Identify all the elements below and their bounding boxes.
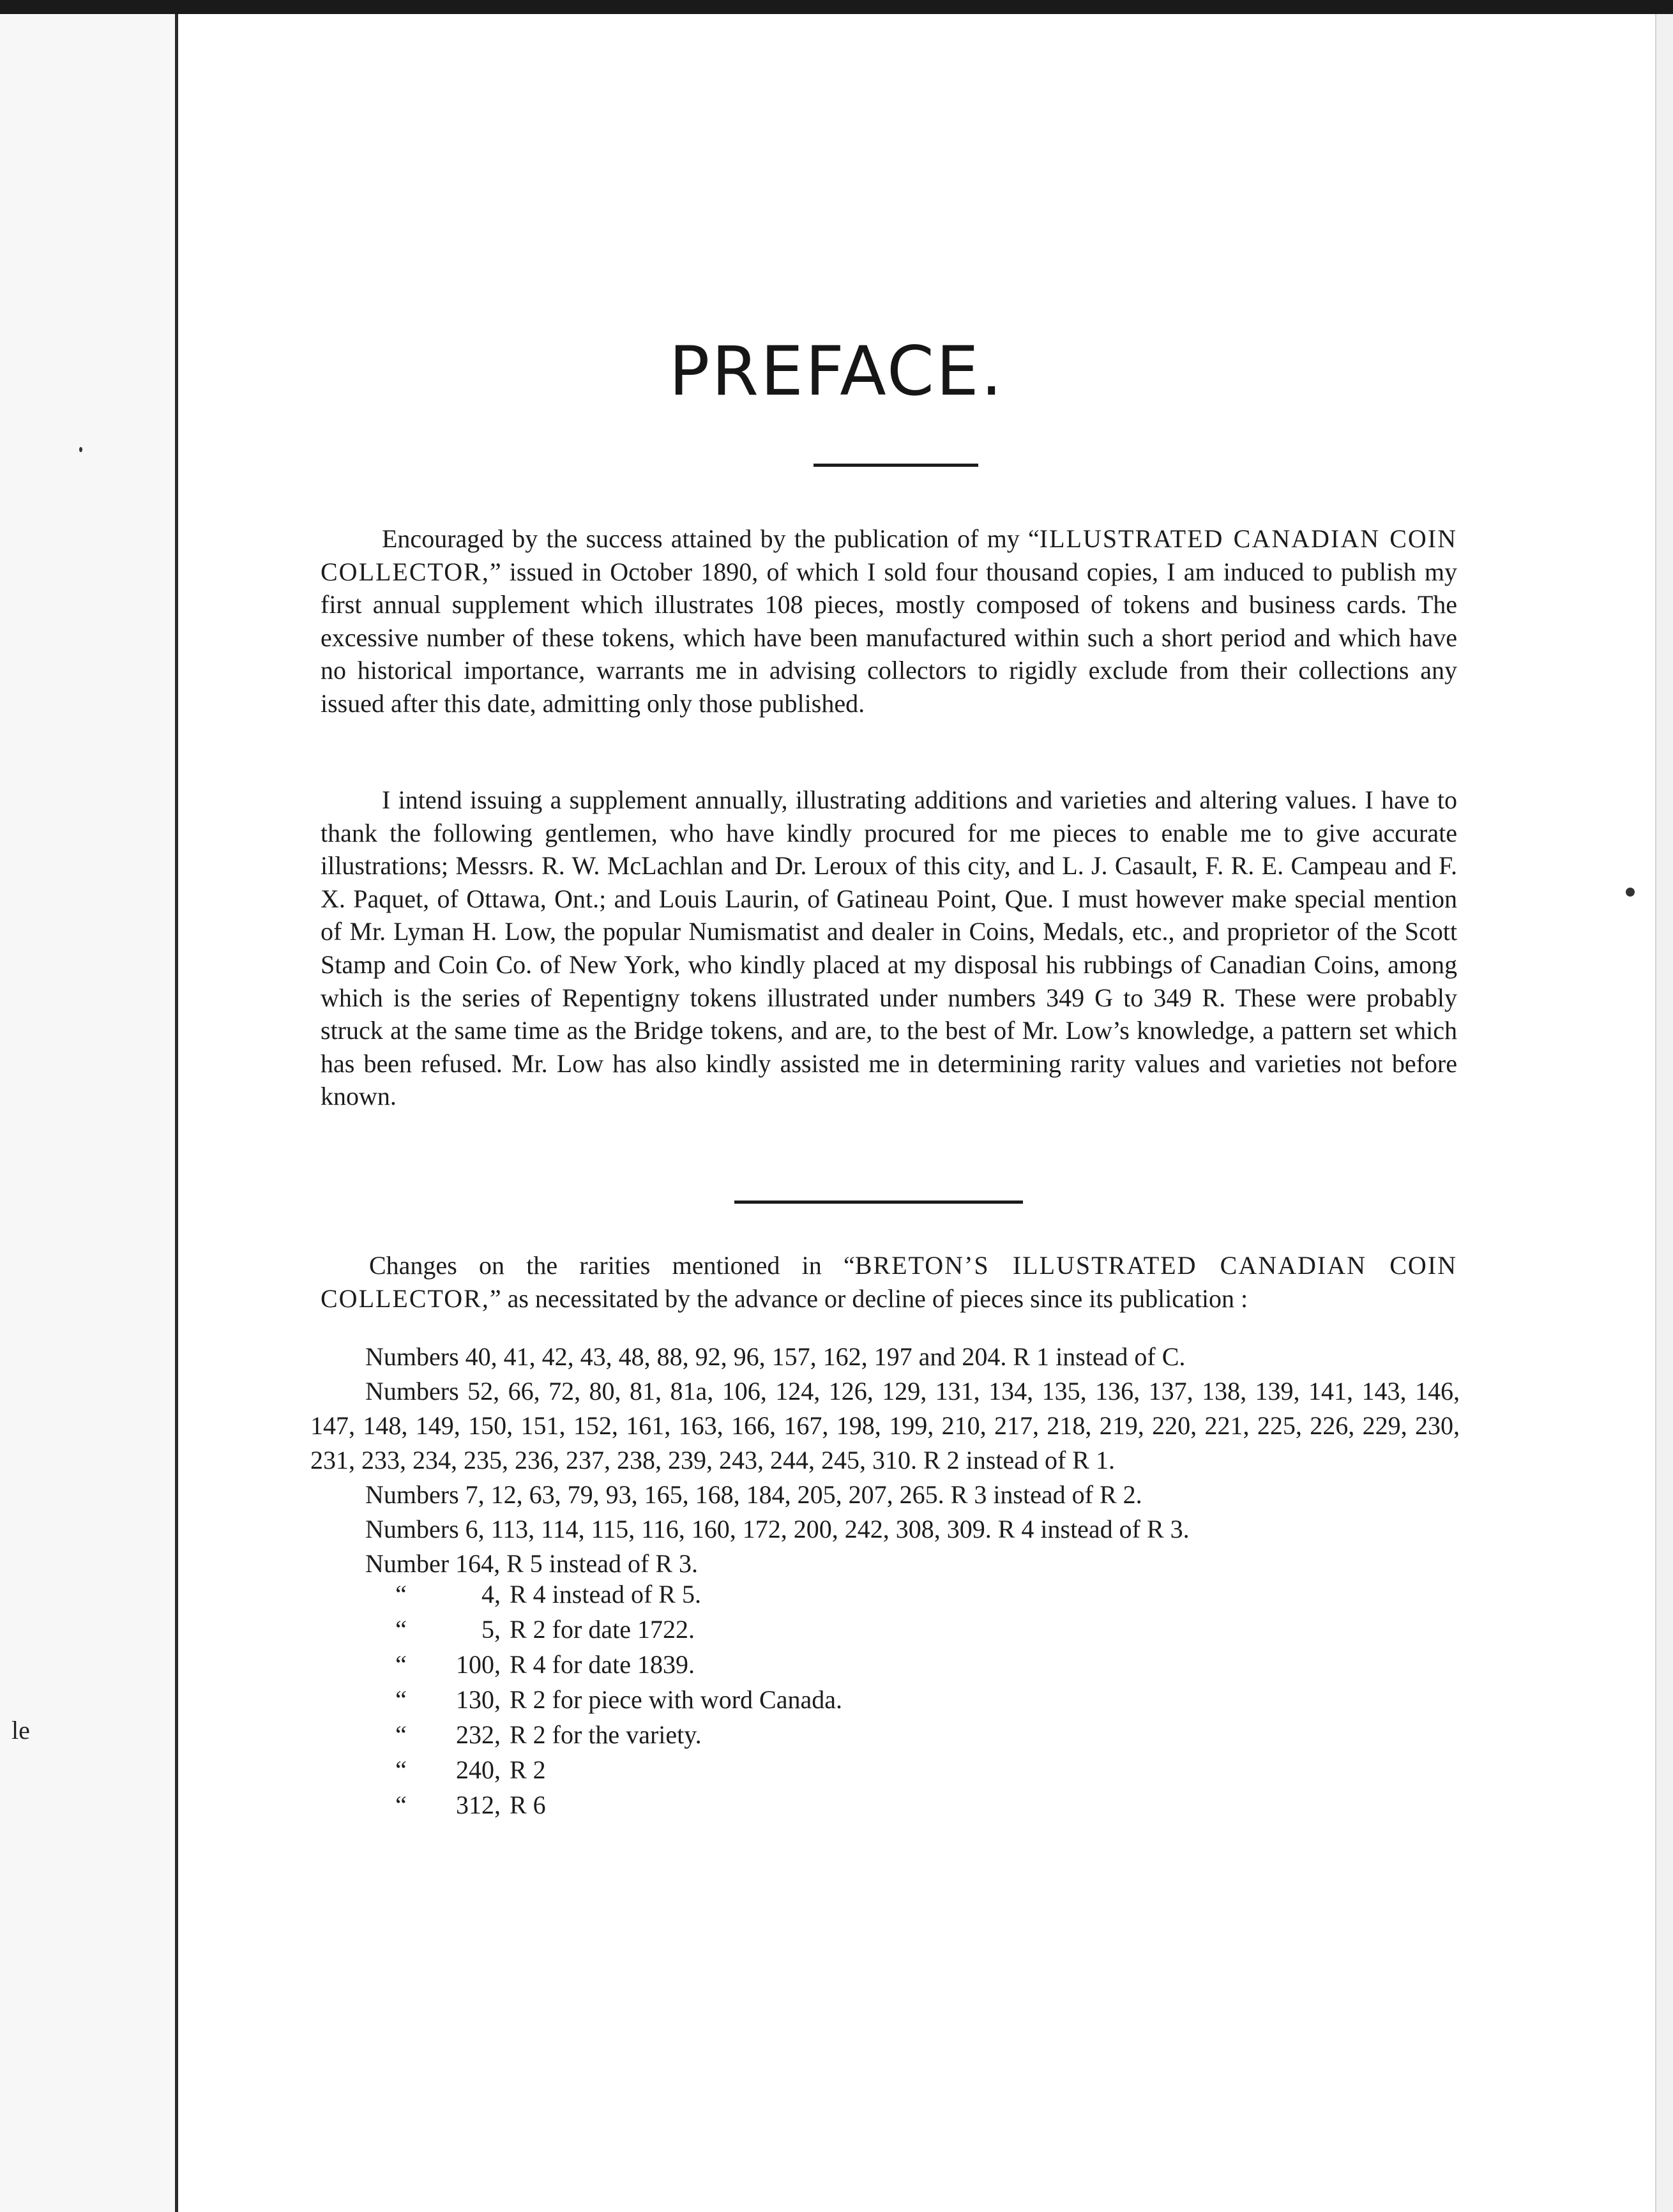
scan-top-edge (0, 0, 1673, 14)
page-title: PREFACE. (669, 332, 1004, 411)
list-item (365, 1788, 1451, 1823)
list-item (365, 1577, 1451, 1612)
item-number: 5, (481, 1615, 501, 1644)
list-item: Numbers 52, 66, 72, 80, 81, 81a, 106, 124, 126, 129, 131, 134, 135, 136, 137, 138, 139, 141, 143, 146, 147, 148, 149, 150, 151, 152, 161, 163, 166, 167, 198, 199, 210, 217, 218, 219, 220, 221, 225, 226, 229, 230, 231, 233, 234, 235, 236, 237, 238, 239, 243, 244, 245, 310. R 2 instead of R 1. (310, 1377, 1460, 1474)
list-item (365, 1683, 1451, 1718)
p1-start: Encouraged by the success attained by the publication of my “ (382, 524, 1040, 553)
list-item: Numbers 40, 41, 42, 43, 48, 88, 92, 96, 157, 162, 197 and 204. R 1 instead of C. (365, 1342, 1186, 1371)
item-text: R 2 for the variety. (510, 1720, 702, 1749)
book-title: BRETON’S ILLUSTRATED CANADIAN COIN COLLECTOR, (321, 1251, 1458, 1313)
intro-end: ” as necessitated by the advance or decline of pieces since its publication : (489, 1284, 1248, 1313)
item-number: 130, (456, 1685, 501, 1714)
p1-rest: ” issued in October 1890, of which I sold four thousand copies, I am induced to publish my first annual supplement which illustrates 108 pieces, mostly composed of tokens and business cards. The excessive number of these tokens, which have been manufactured within such a short period and which have no historical importance, warrants me in advising collectors to rigidly exclude from their collections any issued after this date, admitting only those published. (321, 557, 1457, 718)
changes-intro (321, 1249, 1457, 1315)
ditto-mark: “ (395, 1580, 407, 1609)
item-number: 312, (456, 1791, 501, 1819)
list-item (365, 1753, 1451, 1788)
ditto-mark: “ (395, 1791, 407, 1819)
list-item (365, 1612, 1451, 1648)
preface-paragraph-2: I intend issuing a supplement annually, illustrating additions and varieties and altering values. I have to thank the following gentlemen, who have kindly procured for me pieces to enable me to give accurate illustrations; Messrs. R. W. McLachlan and Dr. Leroux of this city, and L. J. Casault, F. R. E. Campeau and F. X. Paquet, of Ottawa, Ont.; and Louis Laurin, of Gatineau Point, Que. I must however make special mention of Mr. Lyman H. Low, the popular Numismatist and dealer in Coins, Medals, etc., and proprietor of the Scott Stamp and Coin Co. of New York, who kindly placed at my disposal his rubbings of Canadian Coins, among which is the series of Repentigny tokens illustrated under numbers 349 G to 349 R. These were probably struck at the same time as the Bridge tokens, and are, to the best of Mr. Low’s knowledge, a pattern set which has been refused. Mr. Low has also kindly assisted me in determining rarity values and varieties not before known. (321, 785, 1457, 1111)
rarity-changes-list (310, 1340, 1460, 1581)
item-text: R 4 instead of R 5. (510, 1580, 701, 1609)
ink-speck (1626, 888, 1635, 897)
intro-start: Changes on the rarities mentioned in “ (369, 1251, 855, 1280)
item-number: 240, (456, 1755, 501, 1784)
ditto-mark: “ (395, 1720, 407, 1749)
book-title: ILLUSTRATED CANADIAN COIN COLLECTOR, (321, 524, 1457, 586)
list-item (365, 1718, 1451, 1753)
item-number: 100, (456, 1650, 501, 1679)
item-text: R 2 for date 1722. (510, 1615, 695, 1644)
item-text: R 2 (510, 1755, 546, 1784)
facing-page-fragment: le (11, 1716, 30, 1745)
list-item: Numbers 7, 12, 63, 79, 93, 165, 168, 184, 205, 207, 265. R 3 instead of R 2. (365, 1480, 1142, 1509)
item-text: R 4 for date 1839. (510, 1650, 695, 1679)
item-number: 4, (481, 1580, 501, 1609)
ditto-mark: “ (395, 1650, 407, 1679)
section-rule (734, 1201, 1023, 1204)
item-text: R 2 for piece with word Canada. (510, 1685, 842, 1714)
list-item: Numbers 6, 113, 114, 115, 116, 160, 172, 200, 242, 308, 309. R 4 instead of R 3. (365, 1515, 1190, 1543)
title-rule (814, 464, 978, 467)
ditto-list (365, 1577, 1451, 1823)
list-item (365, 1648, 1451, 1683)
ditto-mark: “ (395, 1615, 407, 1644)
item-number: 232, (456, 1720, 501, 1749)
item-text: R 6 (510, 1791, 546, 1819)
list-item: Number 164, R 5 instead of R 3. (365, 1549, 699, 1578)
preface-paragraph-1 (321, 522, 1457, 720)
ditto-mark: “ (395, 1755, 407, 1784)
ink-speck (79, 447, 82, 452)
ditto-mark: “ (395, 1685, 407, 1714)
